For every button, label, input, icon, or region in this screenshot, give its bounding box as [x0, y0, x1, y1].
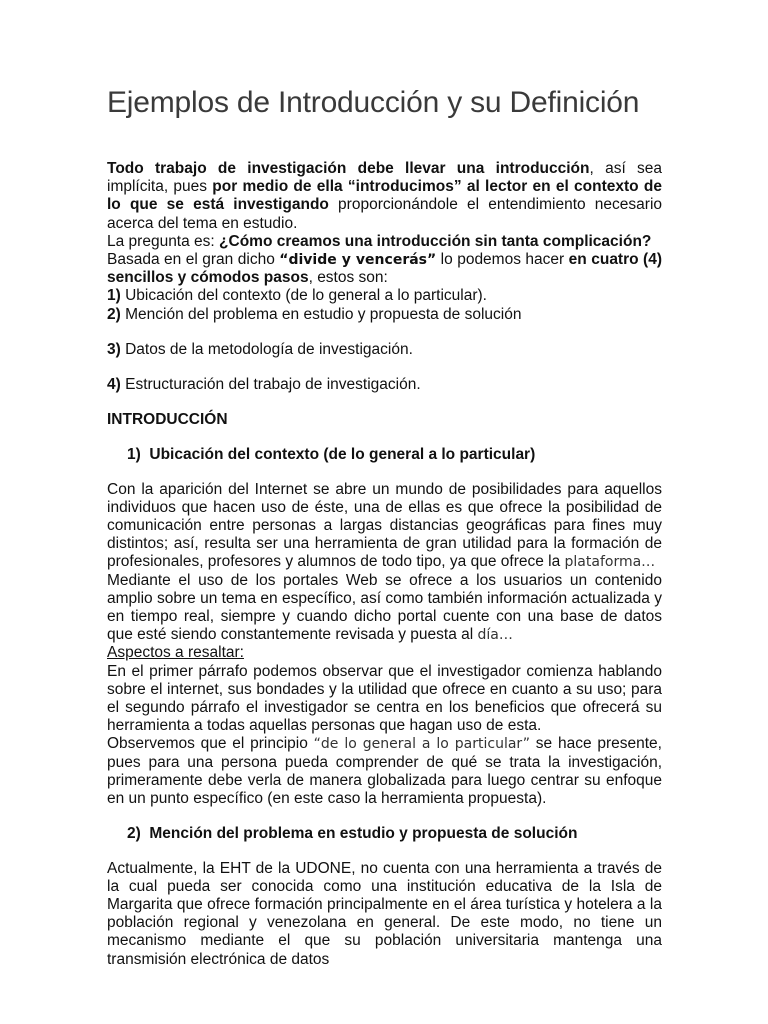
step-text: Mención del problema en estudio y propuesta de solución [120, 305, 522, 323]
intro-bold-1: Todo trabajo de investigación debe llevar una introducción [107, 160, 590, 177]
principle-text-2: se hace presente, pues para una persona pueda comprender de qué se trata la investigación, primeramente debe verla de manera globalizada para luego centrar su enfoque en un punto específico (en este caso la herramienta propuesta). [107, 735, 662, 808]
step-number: 4) [107, 376, 121, 394]
principle-text-1: Observemos que el principio [107, 735, 314, 753]
method-text-1: Basada en el gran dicho [107, 251, 280, 269]
intro-paragraph [107, 160, 662, 233]
context-ellipsis-1: plataforma… [564, 554, 656, 571]
page-title: Ejemplos de Introducción y su Definición [107, 86, 640, 119]
context-text-1: Con la aparición del Internet se abre un mundo de posibilidades para aquellos individuos que hacen uso de éste, una de ellas es que ofrece la posibilidad de comunicación entre personas a largas distancias geográficas para fines muy distintos; así, resulta ser una herramienta de gran utilidad para la formación de profesionales, profesores y alumnos de todo tipo, ya que ofrece la [107, 480, 662, 571]
aspects-label [107, 644, 662, 662]
principle-quote: “de lo general a lo particular” [313, 736, 531, 753]
method-text-3: , estos son: [308, 269, 388, 287]
intro-text-2: proporcionándole el entendimiento necesario acerca del tema en estudio. [107, 196, 663, 232]
step-text: Datos de la metodología de investigación. [120, 340, 413, 358]
context-paragraph-4 [107, 735, 662, 808]
question-bold: ¿Cómo creamos una introducción sin tanta complicación? [219, 232, 652, 250]
intro-text-1: , así sea implícita, pues [107, 160, 663, 196]
section-heading: INTRODUCCIÓN [107, 411, 228, 429]
intro-block [107, 160, 662, 969]
step-number: 3) [107, 340, 121, 358]
step-text: Ubicación del contexto (de lo general a lo particular). [120, 287, 487, 305]
question-prefix: La pregunta es: [107, 232, 220, 250]
question-line [107, 233, 662, 251]
aspects-underlined: Aspectos a resaltar: [107, 644, 244, 662]
step-item-2 [107, 306, 662, 324]
method-text-2: lo podemos hacer [436, 251, 569, 269]
subheading-2: 2) Mención del problema en estudio y propuesta de solución [127, 825, 578, 843]
step-item-4 [107, 376, 662, 394]
step-item-3 [107, 341, 662, 359]
context-paragraph-1 [107, 481, 662, 572]
step-item-1 [107, 287, 662, 305]
context-text-2: Mediante el uso de los portales Web se ofrece a los usuarios un contenido amplio sobre un tema en específico, así como también información actualizada y en tiempo real, siempre y cuando dicho portal cuente con una base de datos que esté siendo constantemente revisada y puesta al [107, 571, 662, 644]
step-number: 2) [107, 305, 121, 323]
subheading-1: 1) Ubicación del contexto (de lo general a lo particular) [127, 446, 536, 464]
intro-bold-2: por medio de ella “introducimos” al lector en el contexto de lo que se está investigando [107, 178, 662, 214]
method-quote: “divide y vencerás” [279, 252, 437, 269]
method-paragraph [107, 251, 662, 287]
context-paragraph-2 [107, 572, 662, 645]
context-paragraph-3: En el primer párrafo podemos observar que el investigador comienza hablando sobre el internet, sus bondades y la utilidad que ofrece en cuanto a su uso; para el segundo párrafo el investigador se centra en los beneficios que ofrecerá su herramienta a todas aquellas personas que hagan uso de esta. [107, 662, 662, 735]
method-bold: en cuatro (4) sencillos y cómodos pasos [107, 251, 663, 287]
problem-paragraph: Actualmente, la EHT de la UDONE, no cuenta con una herramienta a través de la cual pueda ser conocida como una institución educativa de la Isla de Margarita que ofrece formación principalmente en el área turística y hotelera a la población regional y venezolana en general. De este modo, no tiene un mecanismo mediante el que su población universitaria mantenga una transmisión electrónica de datos [107, 859, 662, 968]
step-text: Estructuración del trabajo de investigación. [120, 376, 421, 394]
context-ellipsis-2: día… [477, 627, 513, 644]
step-number: 1) [107, 287, 121, 305]
